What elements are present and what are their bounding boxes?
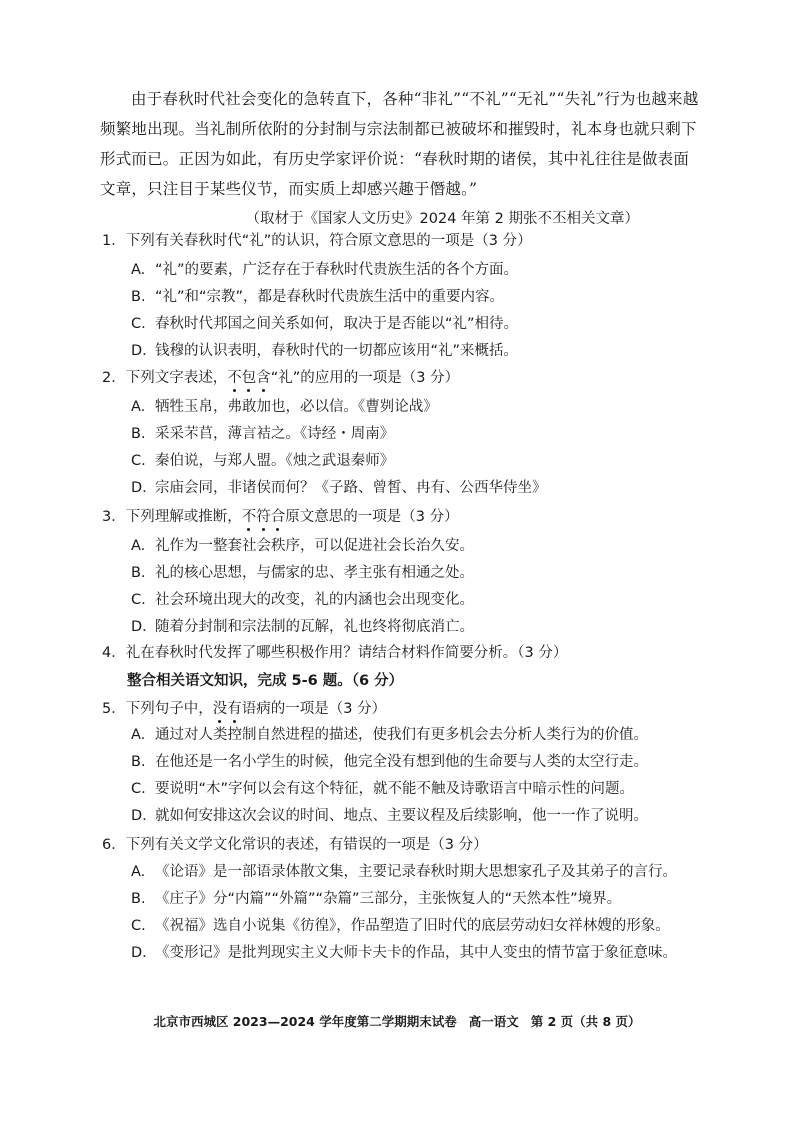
emphasized-char: 合 bbox=[270, 509, 286, 525]
question-5-option-d bbox=[131, 806, 648, 826]
question-6-option-b bbox=[131, 889, 621, 909]
option-text: 随着分封制和宗法制的瓦解，礼也终将彻底消亡。 bbox=[155, 619, 474, 635]
page-footer bbox=[0, 1012, 794, 1030]
option-text: 钱穆的认识表明，春秋时代的一切都应该用“礼”来概括。 bbox=[155, 343, 519, 359]
emphasized-char: 含 bbox=[256, 370, 271, 386]
question-2-option-b bbox=[131, 424, 394, 444]
option-letter: B. bbox=[131, 754, 146, 770]
question-2-option-a bbox=[131, 397, 438, 417]
option-letter: C. bbox=[131, 316, 146, 332]
option-letter: D. bbox=[131, 619, 147, 635]
question-2-option-c bbox=[131, 451, 394, 471]
option-text: 《变形记》是批判现实主义大师卡夫卡的作品，其中人变虫的情节富于象征意味。 bbox=[155, 945, 677, 961]
emphasized-phrase bbox=[213, 701, 242, 717]
option-letter: A. bbox=[131, 262, 146, 278]
question-1-option-d bbox=[131, 341, 518, 361]
option-letter: A. bbox=[131, 538, 146, 554]
option-text: 在他还是一名小学生的时候，他完全没有想到他的生命要与人类的太空行走。 bbox=[155, 754, 648, 770]
section-heading: 整合相关语文知识，完成 5-6 题。（6 分） bbox=[127, 673, 404, 689]
question-stem-pre: 下列文字表述， bbox=[125, 370, 228, 386]
option-letter: C. bbox=[131, 592, 146, 608]
option-letter: A. bbox=[131, 399, 146, 415]
option-text: 礼的核心思想，与儒家的忠、孝主张有相通之处。 bbox=[155, 565, 474, 581]
option-text: 牺牲玉帛，弗敢加也，必以信。《曹刿论战》 bbox=[155, 399, 438, 415]
option-text: 春秋时代邦国之间关系如何，取决于是否能以“礼”相待。 bbox=[155, 316, 519, 332]
emphasized-char: 没 bbox=[212, 701, 228, 717]
question-3-option-c bbox=[131, 590, 474, 610]
option-letter: A. bbox=[131, 727, 146, 743]
question-number: 4． bbox=[102, 645, 126, 661]
option-text: 宗庙会同，非诸侯而何？《子路、曾皙、冉有、公西华侍坐》 bbox=[155, 480, 547, 496]
emphasized-char: 不 bbox=[241, 509, 257, 525]
option-text: 社会环境出现大的改变，礼的内涵也会出现变化。 bbox=[155, 592, 474, 608]
question-stem-post: 语病的一项是（3 分） bbox=[241, 701, 387, 717]
option-letter: B. bbox=[131, 426, 146, 442]
question-3-option-d bbox=[131, 617, 474, 637]
question-stem-post: “礼”的应用的一项是（3 分） bbox=[270, 370, 460, 386]
question-3-option-b bbox=[131, 563, 474, 583]
question-1-option-a bbox=[131, 260, 518, 280]
option-letter: C. bbox=[131, 781, 146, 797]
emphasized-char: 不 bbox=[227, 370, 242, 386]
option-text: 礼作为一整套社会秩序，可以促进社会长治久安。 bbox=[155, 538, 474, 554]
question-number: 2． bbox=[102, 370, 126, 386]
option-letter: D. bbox=[131, 808, 147, 824]
emphasized-phrase bbox=[242, 509, 286, 525]
option-letter: D. bbox=[131, 480, 147, 496]
footer-subject: 高一语文 bbox=[468, 1014, 519, 1029]
option-letter: B. bbox=[131, 289, 146, 305]
question-number: 6． bbox=[102, 837, 126, 853]
question-5-option-a bbox=[131, 725, 648, 745]
option-text: 《庄子》分“内篇”“外篇”“杂篇”三部分，主张恢复人的“天然本性”境界。 bbox=[155, 891, 622, 907]
question-1-option-b bbox=[131, 287, 504, 307]
emphasized-char: 符 bbox=[256, 509, 271, 525]
option-letter: D. bbox=[131, 343, 147, 359]
emphasized-char: 包 bbox=[241, 370, 257, 386]
question-3-option-a bbox=[131, 536, 474, 556]
option-letter: C. bbox=[131, 453, 146, 469]
option-text: 秦伯说，与郑人盟。《烛之武退秦师》 bbox=[155, 453, 395, 469]
option-letter: C. bbox=[131, 918, 146, 934]
question-2-option-d bbox=[131, 478, 547, 498]
option-text: 《祝福》选自小说集《彷徨》，作品塑造了旧时代的底层劳动妇女祥林嫂的形象。 bbox=[155, 918, 670, 934]
question-2 bbox=[102, 368, 459, 388]
option-text: “礼”的要素，广泛存在于春秋时代贵族生活的各个方面。 bbox=[155, 262, 519, 278]
option-text: “礼”和“宗教”，都是春秋时代贵族生活中的重要内容。 bbox=[155, 289, 505, 305]
question-stem-pre: 下列句子中， bbox=[125, 701, 213, 717]
emphasized-char: 有 bbox=[227, 701, 242, 717]
question-stem: 礼在春秋时代发挥了哪些积极作用？请结合材料作简要分析。（3 分） bbox=[125, 645, 568, 661]
footer-page-number: 第 2 页（共 8 页） bbox=[530, 1014, 641, 1029]
question-stem: 下列有关春秋时代“礼”的认识，符合原文意思的一项是（3 分） bbox=[125, 233, 532, 249]
question-stem-pre: 下列理解或推断， bbox=[125, 509, 242, 525]
question-4 bbox=[102, 643, 567, 663]
question-1-option-c bbox=[131, 314, 518, 334]
question-3 bbox=[102, 507, 459, 527]
passage-source: （取材于《国家人文历史》2024 年第 2 期张不丕相关文章） bbox=[245, 211, 639, 227]
option-letter: A. bbox=[131, 864, 146, 880]
option-text: 通过对人类控制自然进程的描述，使我们有更多机会去分析人类行为的价值。 bbox=[155, 727, 648, 743]
question-stem-post: 原文意思的一项是（3 分） bbox=[285, 509, 459, 525]
question-5-option-c bbox=[131, 779, 634, 799]
question-6-option-a bbox=[131, 862, 677, 882]
option-letter: B. bbox=[131, 565, 146, 581]
option-text: 就如何安排这次会议的时间、地点、主要议程及后续影响，他一一作了说明。 bbox=[155, 808, 648, 824]
question-5-option-b bbox=[131, 752, 648, 772]
option-letter: B. bbox=[131, 891, 146, 907]
option-letter: D. bbox=[131, 945, 147, 961]
question-6-option-d bbox=[131, 943, 677, 963]
passage-paragraph: 由于春秋时代社会变化的急转直下，各种“非礼”“不礼”“无礼”“失礼”行为也越来越频繁地出现。当礼制所依附的分封制与宗法制都已被破坏和摧毁时，礼本身也就只剩下形式而已。正因为如此，有历史学家评价说：“春秋时期的诸侯，其中礼往往是做表面文章，只注目于某些仪节，而实质上却感兴趣于僭越。” bbox=[100, 90, 699, 198]
option-text: 《论语》是一部语录体散文集，主要记录春秋时期大思想家孔子及其弟子的言行。 bbox=[155, 864, 677, 880]
footer-exam-title: 北京市西城区 2023—2024 学年度第二学期期末试卷 bbox=[153, 1014, 457, 1029]
question-number: 5． bbox=[102, 701, 126, 717]
option-text: 采采芣苢，薄言袺之。《诗经・周南》 bbox=[155, 426, 395, 442]
question-6 bbox=[102, 835, 488, 855]
option-text: 要说明“木”字何以会有这个特征，就不能不触及诗歌语言中暗示性的问题。 bbox=[155, 781, 635, 797]
emphasized-phrase bbox=[227, 370, 271, 386]
question-6-option-c bbox=[131, 916, 670, 936]
question-1 bbox=[102, 231, 532, 251]
question-stem: 下列有关文学文化常识的表述，有错误的一项是（3 分） bbox=[125, 837, 488, 853]
question-number: 3． bbox=[102, 509, 126, 525]
question-5 bbox=[102, 699, 386, 719]
question-number: 1． bbox=[102, 233, 126, 249]
